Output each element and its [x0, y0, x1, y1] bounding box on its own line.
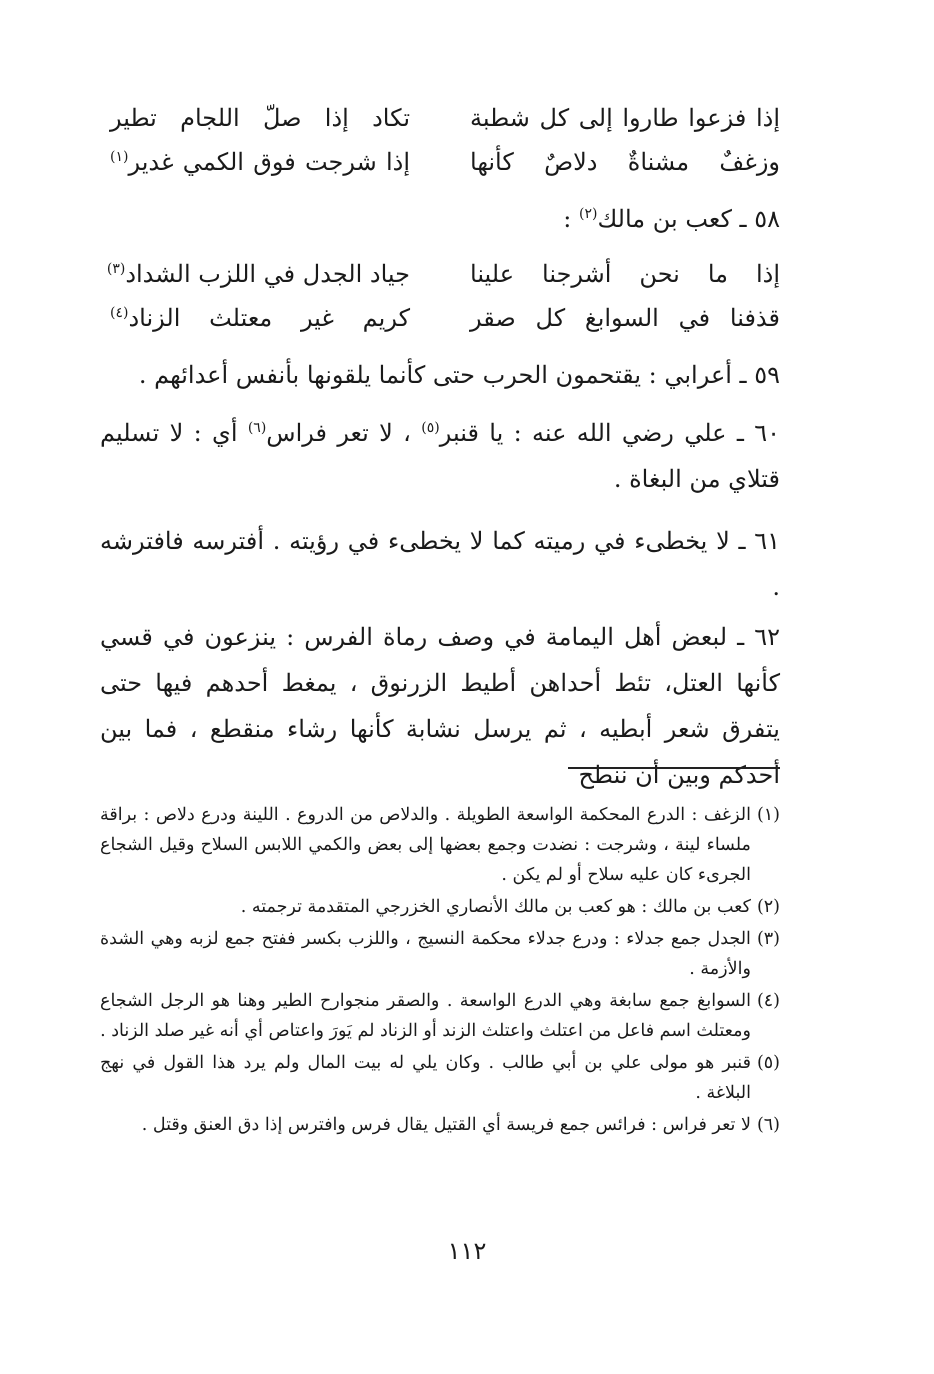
verse-block-a	[110, 96, 780, 184]
verse-line	[110, 140, 780, 184]
verse-line	[110, 296, 780, 340]
footnote-text: الزغف : الدرع المحكمة الواسعة الطويلة . والدلاص من الدروع . اللينة ودرع دلاص : براقة ملساء لينة ، وشرجت : نضدت وجمع بعضها إلى بعض والكمي اللابس السلاح وقيل الشجاع الجرىء كان عليه سلاح أو لم يكن .	[100, 805, 751, 885]
verse-first-hemistich: قذفنا في السوابغ كل صقر	[470, 304, 780, 332]
footnote-marker: (٤)	[110, 305, 129, 321]
verse-second-hemistich	[106, 252, 410, 296]
verse-first-hemistich: إذا فزعوا طاروا إلى كل شطبة	[470, 104, 780, 132]
item-62: ٦٢ ـ لبعض أهل اليمامة في وصف رماة الفرس : ينزعون في قسي كأنها العتل، تئط أحداهن أطيط الزرنوق ، يمغط أحدهم فيها حتى يتفرق شعر أبطيه ، ثم يرسل نشابة كأنها رشاء منقطع ، فما بين أحدكم وبين أن ننطح	[100, 623, 780, 789]
footnote-marker: (٦)	[247, 420, 267, 436]
footnote	[100, 1048, 780, 1108]
item-60-text: ٦٠ ـ علي رضي الله عنه : يا قنبر	[439, 419, 780, 447]
footnote-text: الجدل جمع جدلاء : ودرع جدلاء محكمة النسيج ، واللزب بكسر ففتح جمع لزبه وهي الشدة والأزمة .	[100, 929, 751, 979]
verse-line	[106, 252, 780, 296]
verse-second-hemistich: تكاد إذا صلّ اللجام تطير	[110, 104, 410, 132]
footnote-number: (٦)	[756, 1115, 780, 1135]
verse-line	[110, 96, 780, 140]
footnote-text: قنبر هو مولى علي بن أبي طالب . وكان يلي له بيت المال ولم يرد هذا القول في نهج البلاغة .	[100, 1053, 751, 1103]
verse-second-hemistich	[110, 296, 410, 340]
footnote-number: (١)	[756, 805, 780, 825]
item-60	[100, 410, 780, 502]
item-58	[155, 196, 780, 242]
item-58-text: ٥٨ ـ كعب بن مالك	[597, 205, 780, 233]
footnotes	[100, 800, 780, 1142]
item-60-text: أي : لا تسليم قتلاي من البغاة .	[100, 419, 780, 493]
item-61: ٦١ ـ لا يخطىء في رميته كما لا يخطىء في رؤيته . أفترسه فافترشه .	[100, 527, 780, 601]
verse-first-hemistich: وزغفٌ مشناةٌ دلاصٌ كأنها	[470, 148, 780, 176]
verse-text: إذا شرجت فوق الكمي غدير	[128, 148, 410, 176]
footnote	[100, 986, 780, 1046]
verse-first-hemistich: إذا ما نحن أشرجنا علينا	[470, 260, 780, 288]
item-58-tail: :	[563, 205, 579, 233]
footnote-number: (٢)	[756, 897, 780, 917]
footnote-marker: (٢)	[578, 206, 598, 222]
footnote	[100, 892, 780, 922]
item-59: ٥٩ ـ أعرابي : يقتحمون الحرب حتى كأنما يلقونها بأنفس أعدائهم .	[138, 361, 780, 389]
item-60-text: ، لا تعر فراس	[266, 419, 422, 447]
footnote-marker: (٣)	[106, 261, 126, 277]
footnote	[100, 1110, 780, 1140]
verse-second-hemistich	[110, 140, 410, 184]
verse-block-b	[106, 252, 780, 340]
footnote-number: (٥)	[756, 1053, 780, 1073]
verse-text: جياد الجدل في اللزب الشداد	[125, 260, 410, 288]
footnote-marker: (٥)	[421, 420, 440, 436]
footnote-text: السوابغ جمع سابغة وهي الدرع الواسعة . والصقر منجوارح الطير وهنا هو الرجل الشجاع ومعتلث اسم فاعل من اعتلث واعتلث الزند أو الزناد لم يَورَ واعتاص أي أنه غير صلد الزناد .	[100, 991, 751, 1041]
footnote-number: (٣)	[756, 929, 780, 949]
footnote-text: كعب بن مالك : هو كعب بن مالك الأنصاري الخزرجي المتقدمة ترجمته .	[240, 897, 751, 917]
footnote-marker: (١)	[110, 149, 129, 165]
verse-text: كريم غير معتلث الزناد	[128, 304, 410, 332]
footnote	[100, 800, 780, 890]
footnote-number: (٤)	[756, 991, 780, 1011]
page-number: ١١٢	[447, 1237, 487, 1265]
footnote-text: لا تعر فراس : فرائس جمع فريسة أي القتيل يقال فرس وافترس إذا دق العنق وقتل .	[141, 1115, 751, 1135]
footnote	[100, 924, 780, 984]
footnote-separator	[568, 767, 780, 769]
